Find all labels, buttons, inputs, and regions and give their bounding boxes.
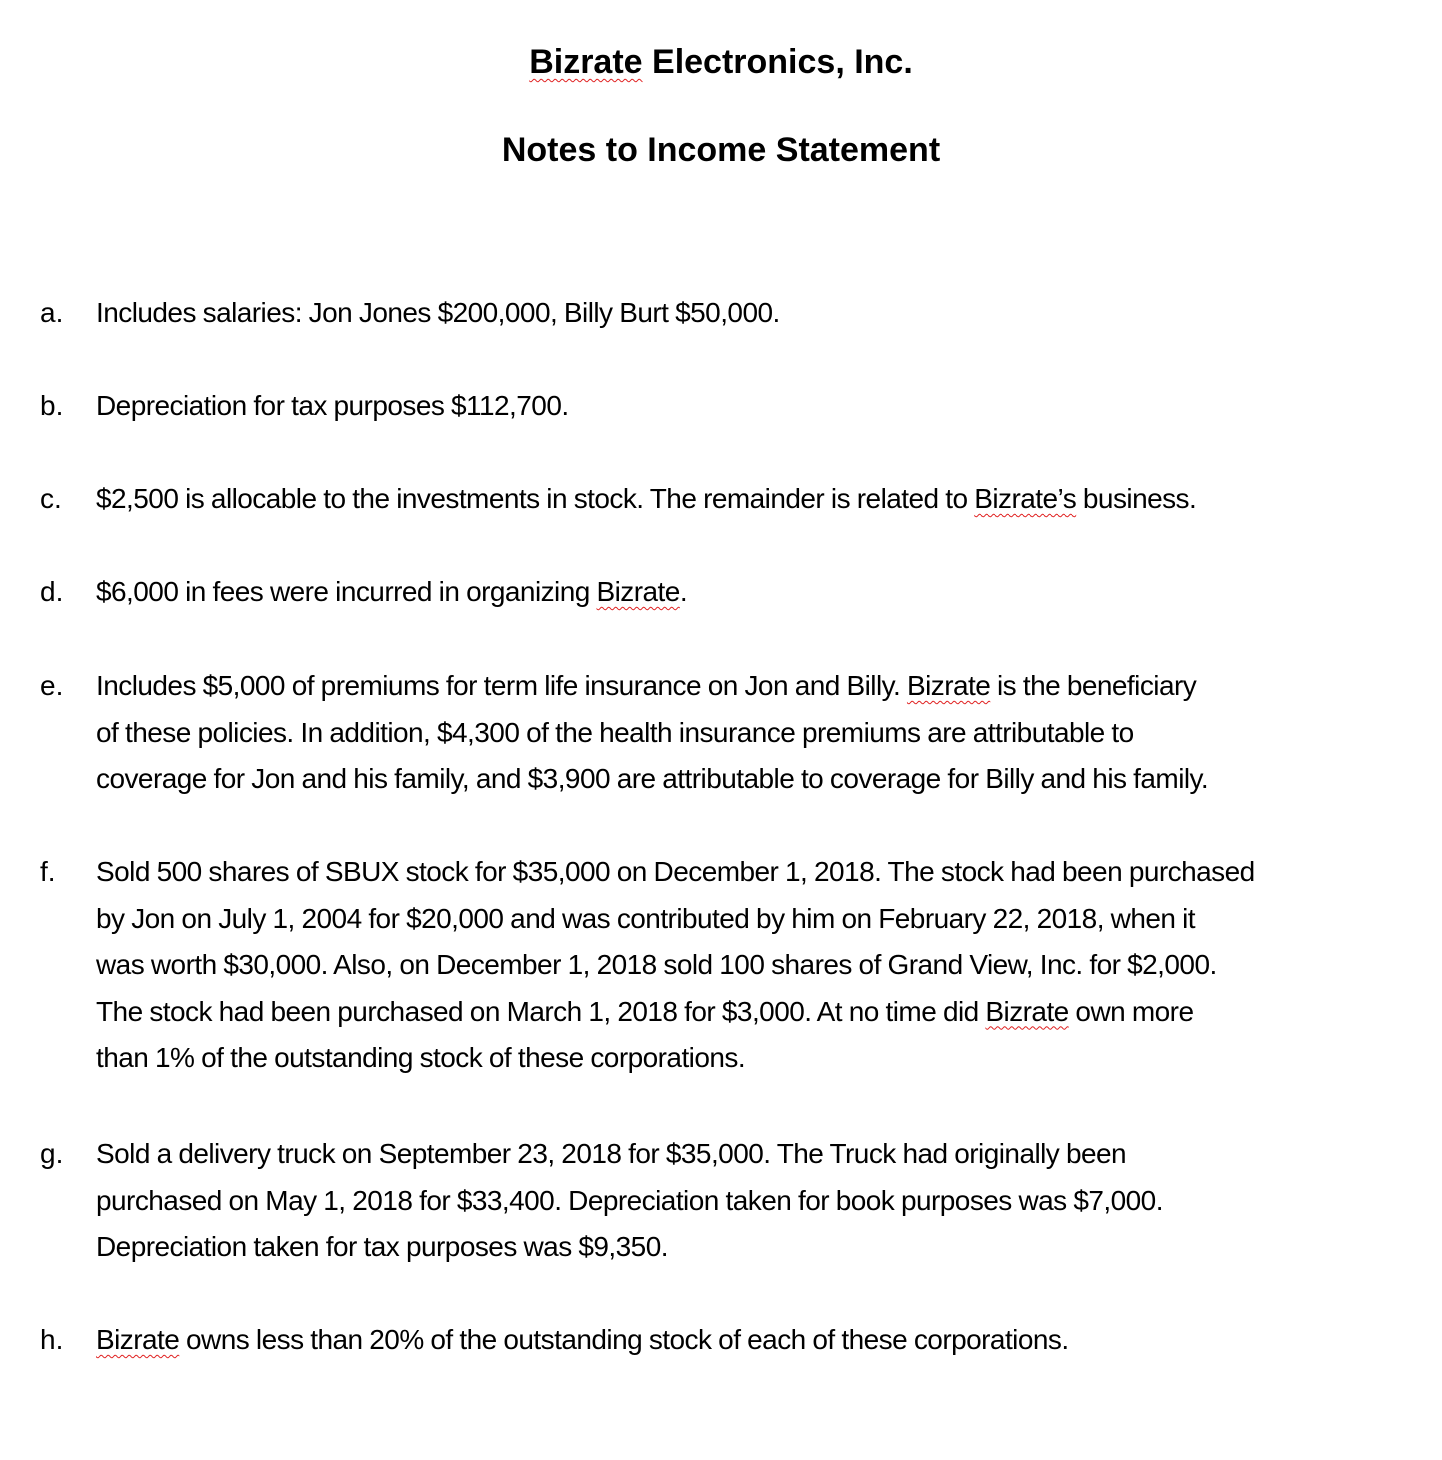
note-line: was worth $30,000. Also, on December 1, 2018 sold 100 shares of Grand View, Inc. for $2,000. (96, 949, 1217, 980)
note-marker: a. (40, 297, 64, 328)
note-marker: b. (40, 390, 64, 421)
note-line: Depreciation for tax purposes $112,700. (96, 390, 569, 421)
misspelled-word: Bizrate (96, 1324, 180, 1355)
note-text-segment: $6,000 in fees were incurred in organizing (96, 576, 597, 607)
note-text-segment: own more (1068, 995, 1194, 1027)
note-text (96, 849, 1416, 1082)
note-line (96, 663, 1416, 710)
note-line (96, 569, 1416, 616)
note-marker: d. (40, 576, 64, 607)
note-line (96, 989, 1416, 1036)
note-marker: e. (40, 670, 64, 701)
misspelled-word: Bizrate’s (974, 483, 1077, 514)
note-line: by Jon on July 1, 2004 for $20,000 and was contributed by him on February 22, 2018, when it (96, 902, 1196, 934)
note-text-segment: Includes $5,000 of premiums for term life insurance on Jon and Billy. (96, 670, 907, 701)
misspelled-word: Bizrate (906, 670, 991, 701)
note-text-segment: $2,500 is allocable to the investments in stock. The remainder is related to (96, 483, 975, 514)
note-text-segment: business. (1076, 483, 1197, 514)
note-line (96, 1317, 1416, 1364)
note-line: Sold a delivery truck on September 23, 2018 for $35,000. The Truck had originally been (96, 1138, 1127, 1169)
company-name-rest: Electronics, Inc. (642, 43, 913, 81)
note-text-segment: owns less than 20% of the outstanding stock of each of these corporations. (179, 1324, 1069, 1355)
note-text (96, 663, 1416, 803)
note-line: than 1% of the outstanding stock of these corporations. (96, 1042, 746, 1073)
note-line: of these policies. In addition, $4,300 of the health insurance premiums are attributable to (96, 716, 1134, 748)
note-text (96, 476, 1416, 523)
document-title (0, 40, 1442, 84)
document-subtitle: Notes to Income Statement (501, 131, 941, 169)
note-text-segment: The stock had been purchased on March 1, 2018 for $3,000. At no time did (96, 995, 986, 1027)
note-marker: f. (40, 856, 56, 887)
note-text (96, 569, 1416, 616)
note-text (96, 1317, 1416, 1364)
note-text (96, 383, 1416, 430)
note-text (96, 1131, 1416, 1271)
note-marker: h. (40, 1324, 64, 1355)
company-name: Bizrate (529, 43, 643, 81)
note-line (96, 476, 1416, 523)
note-marker: g. (40, 1138, 64, 1169)
note-line: Depreciation taken for tax purposes was $9,350. (96, 1231, 668, 1262)
note-marker: c. (40, 483, 62, 514)
note-line: coverage for Jon and his family, and $3,900 are attributable to coverage for Billy and his family. (96, 763, 1209, 794)
note-text (96, 290, 1416, 337)
note-line: purchased on May 1, 2018 for $33,400. Depreciation taken for book purposes was $7,000. (96, 1184, 1163, 1216)
note-text-segment: . (679, 576, 688, 607)
note-line: Includes salaries: Jon Jones $200,000, Billy Burt $50,000. (96, 297, 780, 328)
misspelled-word: Bizrate (985, 995, 1069, 1027)
note-line: Sold 500 shares of SBUX stock for $35,000 on December 1, 2018. The stock had been purchased (96, 856, 1255, 887)
note-text-segment: is the beneficiary (990, 670, 1197, 701)
misspelled-word: Bizrate (596, 576, 680, 607)
